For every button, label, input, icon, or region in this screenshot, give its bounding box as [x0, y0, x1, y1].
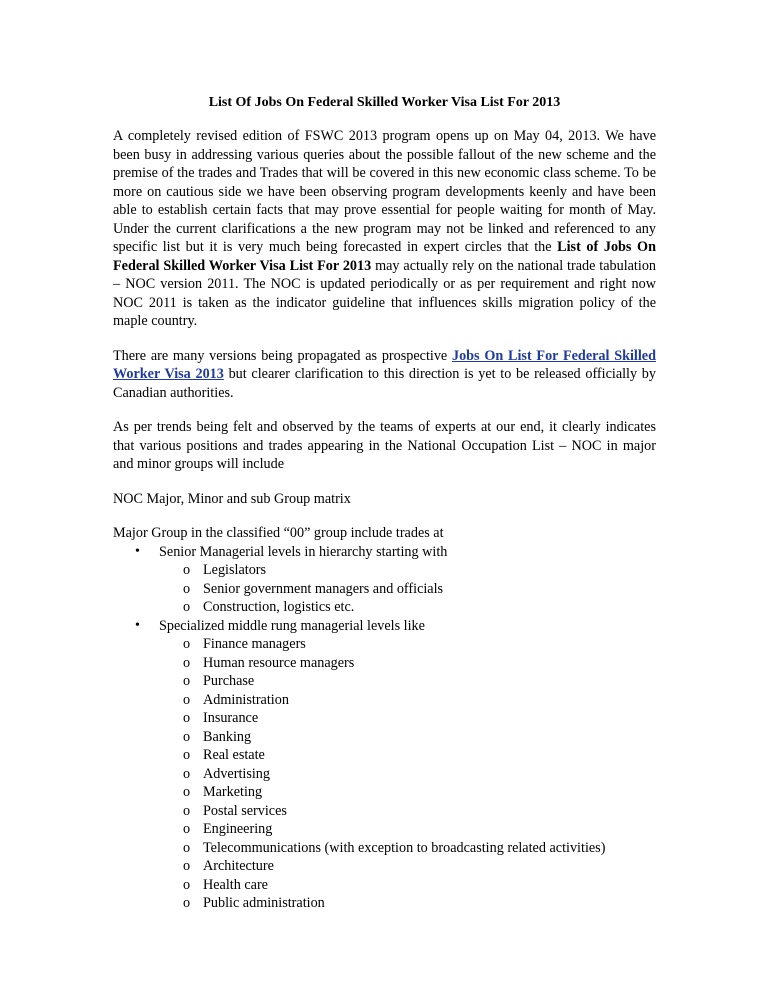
sub-list-item-label: Telecommunications (with exception to broadcasting related activities): [203, 839, 606, 856]
paragraph-intro-text-a: A completely revised edition of FSWC 2013 program opens up on May 04, 2013. We have been busy in addressing various queries about the possible fallout of the new scheme and the premise of the trades and Trades that will be covered in this new economic class scheme. To be more on cautious side we have been observing program developments keenly and have been able to establish certain facts that may prove essential for people waiting for month of May. Under the current clarifications a the new program may not be linked and referenced to any specific list but it is very much being forecasted in expert circles that the: [113, 128, 656, 255]
group-list: [113, 543, 656, 913]
paragraph-trends: As per trends being felt and observed by the teams of experts at our end, it clearly indicates that various positions and trades appearing in the National Occupation List – NOC in major and minor groups will include: [113, 419, 656, 472]
sub-list-item: [159, 691, 656, 710]
group-label: Senior Managerial levels in hierarchy starting with: [159, 543, 448, 560]
list-intro: Major Group in the classified “00” group include trades at: [113, 525, 444, 541]
circle-bullet-icon: o: [183, 747, 191, 763]
circle-bullet-icon: o: [183, 802, 191, 819]
sub-list-item-label: Public administration: [203, 895, 325, 911]
circle-bullet-icon: o: [183, 765, 191, 782]
circle-bullet-icon: o: [183, 858, 191, 874]
sub-list-item-label: Health care: [203, 876, 268, 893]
sub-list-item-label: Legislators: [203, 562, 267, 578]
circle-bullet-icon: o: [183, 784, 191, 800]
sub-list-item-label: Insurance: [203, 710, 259, 726]
sub-list-item-label: Human resource managers: [203, 654, 355, 671]
sub-list-item-label: Advertising: [203, 765, 270, 782]
sub-list-item-label: Purchase: [203, 673, 255, 689]
circle-bullet-icon: o: [183, 599, 191, 615]
group-item: [113, 617, 656, 913]
sub-list-item: [159, 839, 656, 858]
sub-list: [159, 635, 656, 913]
paragraph-intro-text-b: may actually rely on the national trade tabulation – NOC version 2011. The NOC is updated periodically or as per requirement and right now NOC 2011 is taken as the indicator guideline that influences skills migration policy of the maple country.: [113, 257, 657, 329]
sub-list-item-label: Banking: [203, 728, 252, 745]
sub-list-item: [159, 876, 656, 895]
paragraph-versions-text-a: There are many versions being propagated as prospective: [113, 347, 452, 364]
sub-list-item-label: Engineering: [203, 821, 273, 837]
bullet-icon: •: [135, 617, 140, 633]
sub-list-item-label: Marketing: [203, 784, 263, 800]
group-item: [113, 543, 656, 617]
document-title: List Of Jobs On Federal Skilled Worker Visa List For 2013: [208, 95, 561, 110]
sub-list-item: [159, 709, 656, 728]
sub-list-item: [159, 672, 656, 691]
circle-bullet-icon: o: [183, 821, 191, 837]
circle-bullet-icon: o: [183, 654, 191, 671]
sub-list-item: [159, 598, 656, 617]
circle-bullet-icon: o: [183, 691, 191, 708]
document-page: [113, 94, 656, 913]
paragraph-intro-bold: List of Jobs On Federal Skilled Worker Visa List For 2013: [113, 239, 656, 274]
paragraph-intro: [113, 127, 656, 331]
sub-list-item: [159, 746, 656, 765]
circle-bullet-icon: o: [183, 839, 191, 856]
circle-bullet-icon: o: [183, 673, 191, 689]
sub-list-item: [159, 561, 656, 580]
circle-bullet-icon: o: [183, 728, 191, 745]
group-label: Specialized middle rung managerial levels like: [159, 617, 425, 634]
circle-bullet-icon: o: [183, 636, 191, 652]
sub-list: [159, 561, 656, 617]
paragraph-matrix: NOC Major, Minor and sub Group matrix: [113, 490, 351, 507]
circle-bullet-icon: o: [183, 876, 191, 893]
sub-list-item-label: Administration: [203, 691, 289, 708]
sub-list-item-label: Real estate: [203, 747, 265, 763]
sub-list-item-label: Construction, logistics etc.: [203, 599, 355, 615]
bullet-icon: •: [135, 543, 140, 559]
sub-list-item: [159, 580, 656, 599]
sub-list-item: [159, 802, 656, 821]
sub-list-item: [159, 728, 656, 747]
jobs-list-link[interactable]: Jobs On List For Federal Skilled Worker Visa 2013: [113, 347, 656, 382]
sub-list-item: [159, 654, 656, 673]
circle-bullet-icon: o: [183, 580, 191, 597]
sub-list-item: [159, 765, 656, 784]
sub-list-item: [159, 783, 656, 802]
sub-list-item-label: Senior government managers and officials: [203, 580, 444, 597]
paragraph-versions: [113, 347, 656, 403]
circle-bullet-icon: o: [183, 562, 191, 578]
paragraph-versions-text-b: but clearer clarification to this direction is yet to be released officially by Canadian authorities.: [113, 366, 656, 401]
sub-list-item: [159, 857, 656, 876]
sub-list-item-label: Architecture: [203, 858, 274, 874]
sub-list-item: [159, 635, 656, 654]
sub-list-item-label: Finance managers: [203, 636, 306, 652]
circle-bullet-icon: o: [183, 710, 191, 726]
circle-bullet-icon: o: [183, 895, 191, 911]
sub-list-item: [159, 820, 656, 839]
sub-list-item-label: Postal services: [203, 802, 287, 819]
sub-list-item: [159, 894, 656, 913]
